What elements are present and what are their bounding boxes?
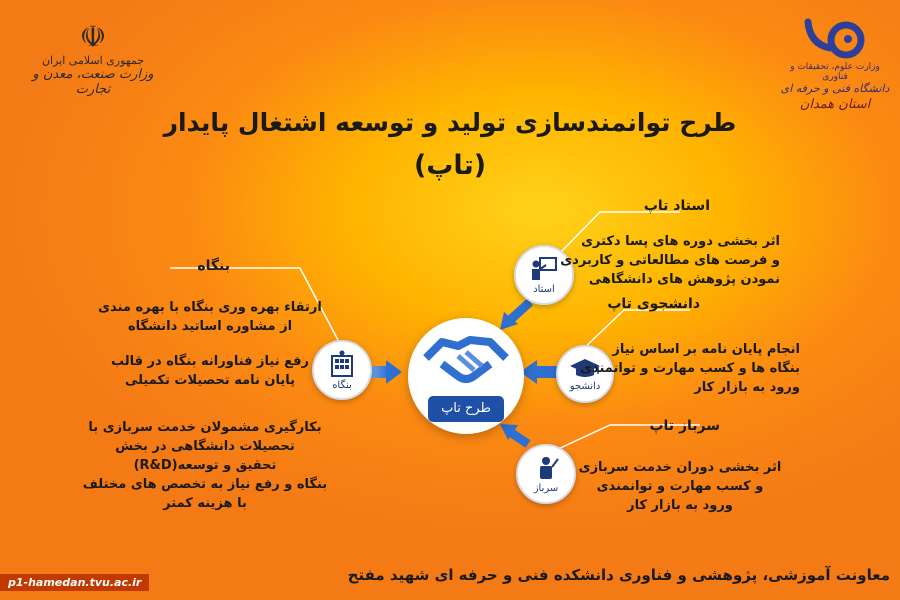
bongah-line: بنگاه و رفع نیاز به تخصص های مختلف (82, 477, 328, 492)
logo-right-line3: استان همدان (799, 97, 871, 112)
logo-left-line2: وزارت صنعت، معدن و تجارت (32, 67, 154, 97)
daneshjoo-heading: دانشجوی تاپ (607, 296, 700, 312)
bongah-line: با هزینه کمتر (163, 496, 247, 511)
bongah-line: تحقیق و توسعه(R&D) (133, 458, 277, 473)
logo-right-line1: وزارت علوم، تحقیقات و فناوری (790, 62, 880, 82)
page-title: طرح توانمندسازی تولید و توسعه اشتغال پایدار (163, 108, 737, 137)
sarbaz-label: سرباز (533, 482, 559, 494)
footer-text: معاونت آموزشی، پژوهشی و فناوری دانشکده فنی و حرفه ای شهید مفتح (347, 566, 890, 584)
ostad-line: نمودن پژوهش های دانشگاهی (588, 272, 780, 287)
bongah-line: رفع نیاز فناورانه بنگاه در قالب (110, 354, 310, 369)
bongah-heading: بنگاه (197, 258, 230, 274)
logo-left-line1: جمهوری اسلامی ایران (41, 54, 145, 67)
sarbaz-description (560, 458, 800, 515)
site-watermark: p1-hamedan.tvu.ac.ir (0, 574, 149, 591)
sarbaz-line: ورود به بازار کار (627, 498, 733, 513)
building-icon (330, 350, 354, 378)
sarbaz-line: اثر بخشی دوران خدمت سربازی (578, 460, 782, 475)
ostad-line: و فرصت های مطالعاتی و کاربردی (560, 253, 780, 268)
sarbaz-heading: سرباز تاپ (649, 418, 720, 434)
daneshjoo-description (580, 340, 800, 397)
arrow-from-sarbaz (500, 424, 528, 444)
ostad-description (560, 232, 780, 289)
daneshjoo-line: بنگاه ها و کسب مهارت و توانمندی (580, 361, 800, 376)
handshake-icon (408, 318, 524, 398)
bongah-line: ارتقاء بهره وری بنگاه با بهره مندی (98, 300, 322, 315)
bongah-line: تحصیلات دانشگاهی در بخش (115, 439, 295, 454)
bongah-line: از مشاوره اساتید دانشگاه (127, 319, 293, 334)
daneshjoo-label: دانشجو (569, 380, 601, 392)
soldier-icon (532, 455, 560, 481)
daneshjoo-line: انجام پایان نامه بر اساس نیاز (612, 342, 800, 357)
logo-right-line2: دانشگاه فنی و حرفه ای (780, 82, 890, 95)
bongah-group2 (90, 352, 330, 390)
ostad-line: اثر بخشی دوره های پسا دکتری (581, 234, 780, 249)
bongah-line: پایان نامه تحصیلات تکمیلی (124, 373, 296, 388)
bongah-line: بکارگیری مشمولان خدمت سربازی با (88, 420, 322, 435)
ostad-heading: استاد تاپ (643, 198, 710, 214)
page-subtitle: (تاپ) (413, 150, 487, 181)
ostad-label: استاد (533, 283, 555, 295)
bongah-label: بنگاه (332, 379, 352, 391)
arrow-from-daneshjoo (520, 360, 559, 384)
sarbaz-line: و کسب مهارت و توانمندی (596, 479, 764, 494)
bongah-group3 (70, 418, 340, 513)
iran-emblem-icon: ☫ (79, 20, 107, 55)
teacher-icon (530, 256, 558, 282)
bongah-group1 (90, 298, 330, 336)
daneshjoo-line: ورود به بازار کار (694, 380, 800, 395)
center-label: طرح تاپ (428, 396, 504, 422)
